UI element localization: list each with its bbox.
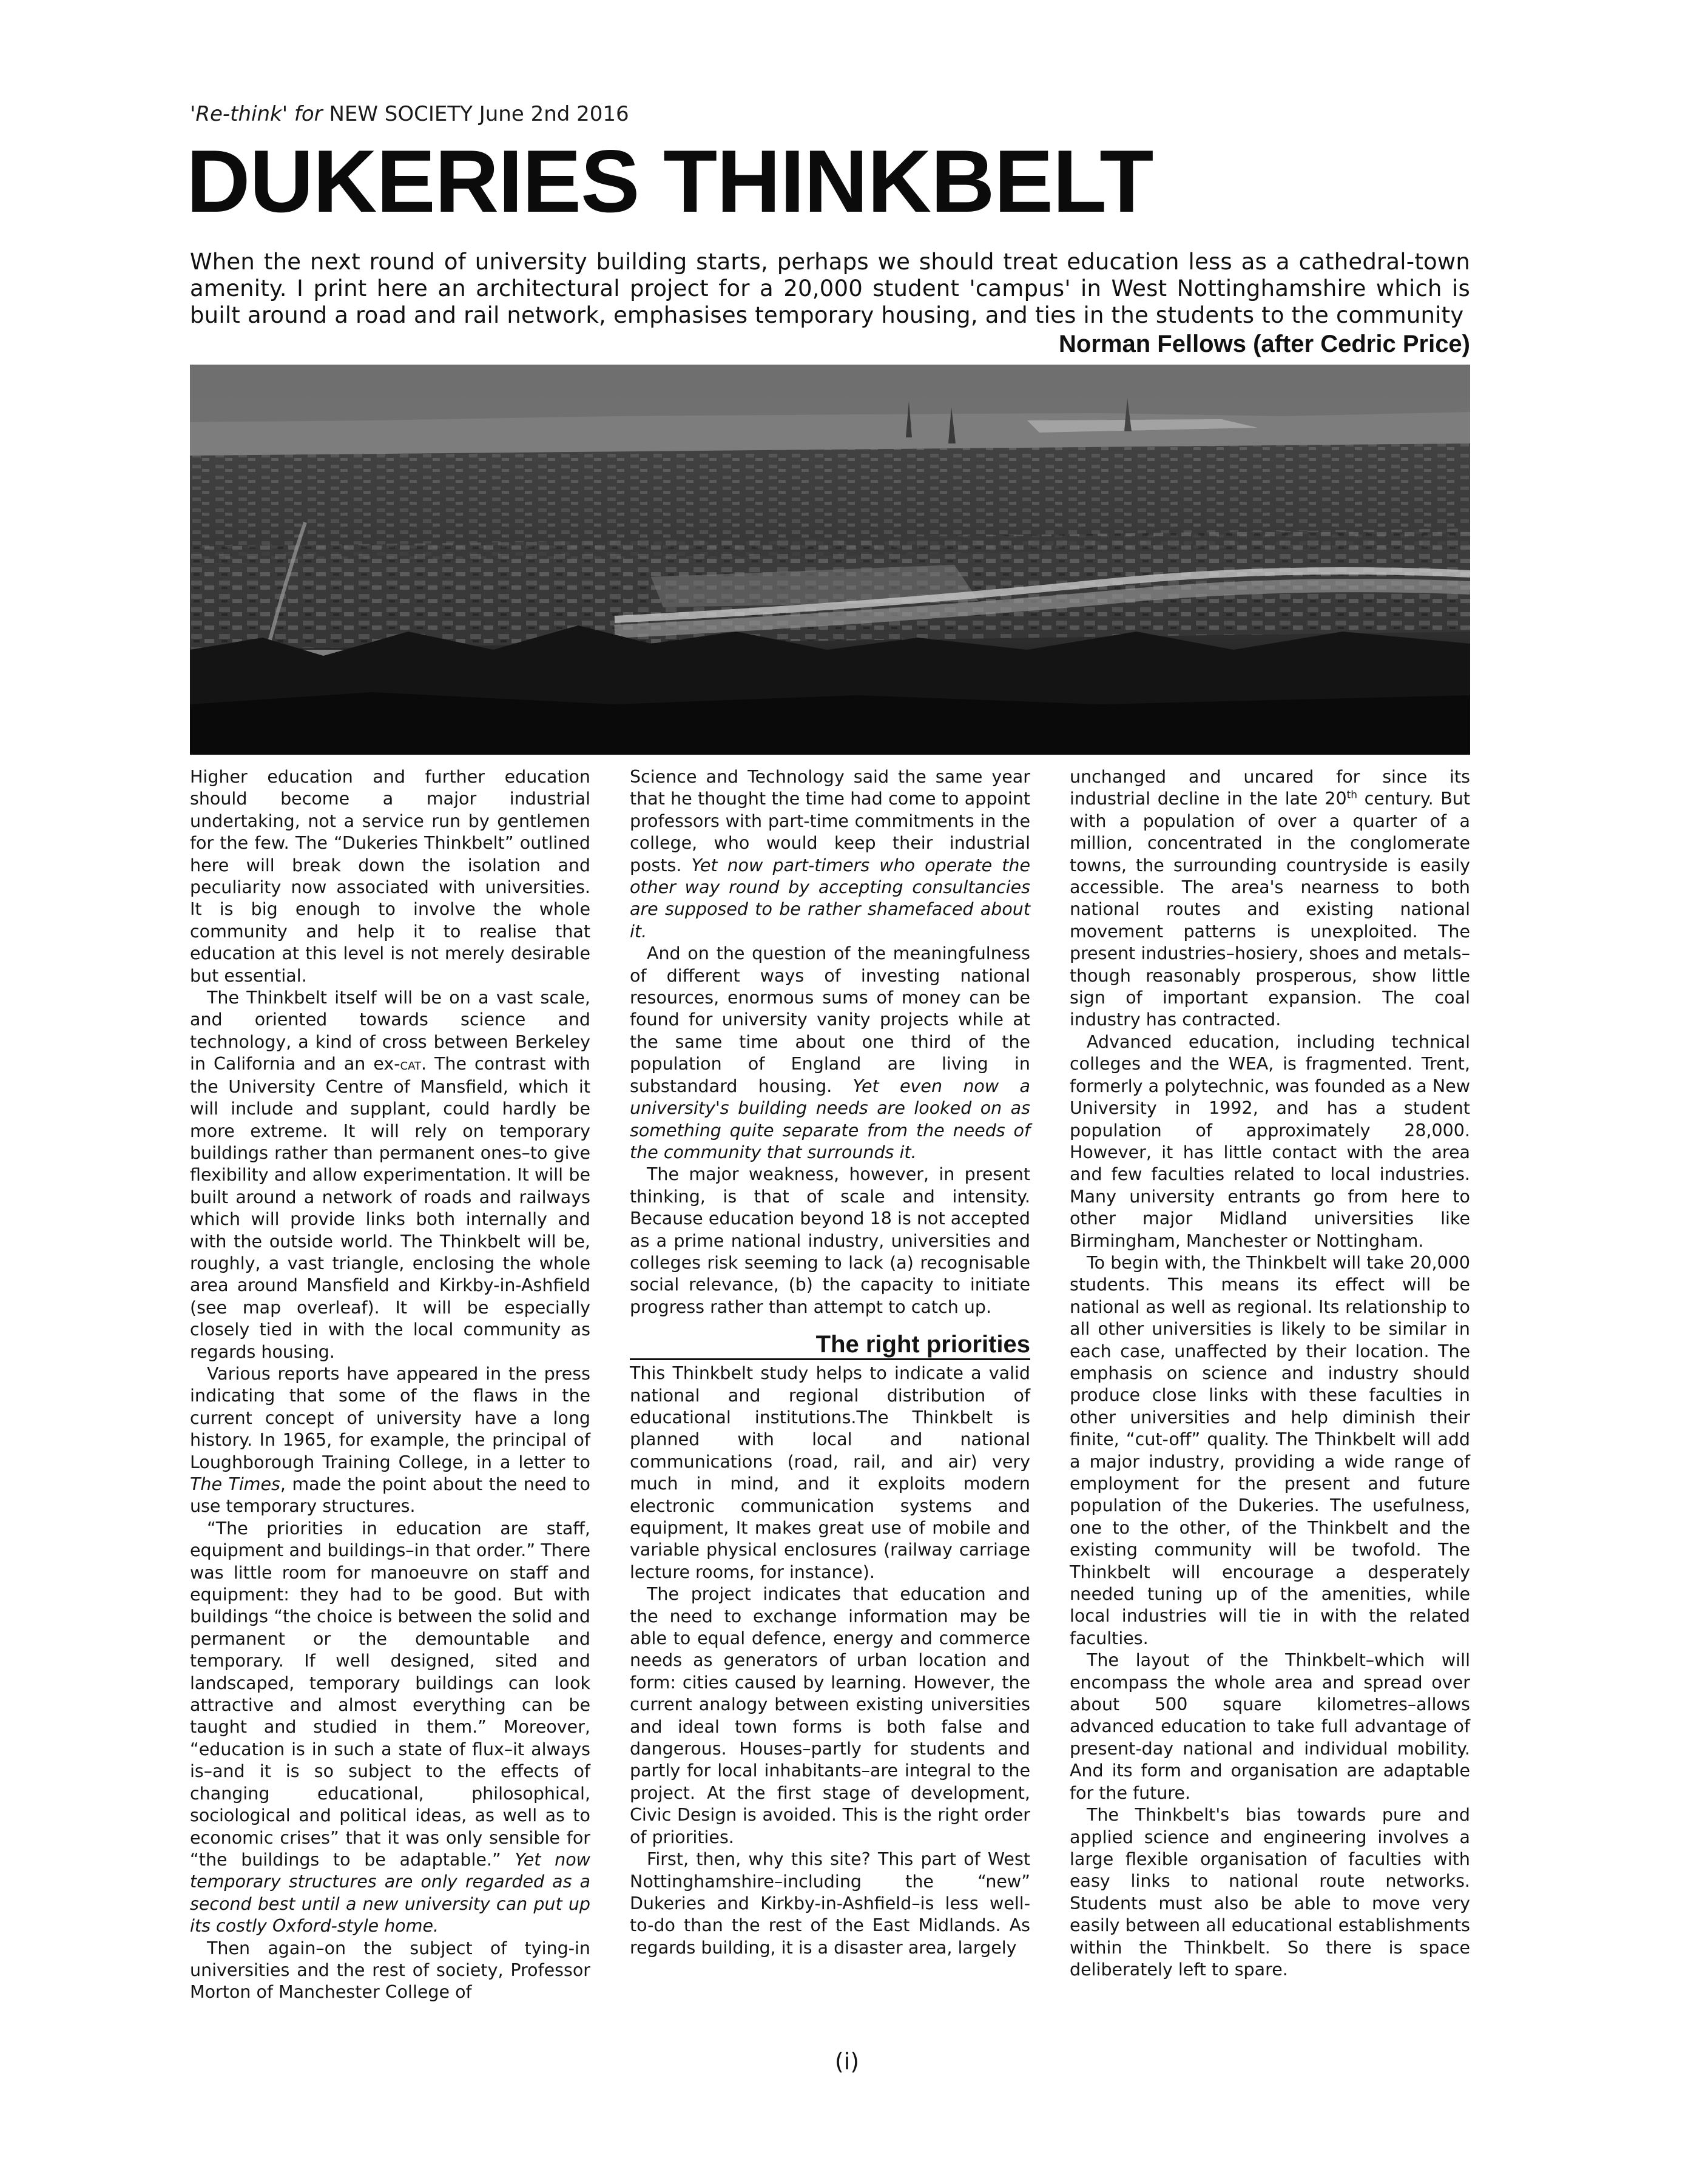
column-2 xyxy=(630,766,1030,2004)
text-run: century. But with a population of over a quarter of a million, concentrated in the conglomerate towns, the surrounding countryside is easily accessible. The area's nearness to both national routes and existing national movement patterns is unexploited. The present industries–hosiery, shoes and metals–though reasonably prosperous, show little sign of important expansion. The coal industry has contracted. xyxy=(1070,789,1470,1030)
paragraph: The project indicates that education and the need to exchange information may be able to equal defence, energy and commerce needs as generators of urban location and form: cities caused by learning. However, the current analogy between existing universities and ideal town forms is both false and dangerous. Houses–partly for students and partly for local inhabitants–are integral to the project. At the first stage of development, Civic Design is avoided. This is the right order of priorities. xyxy=(630,1584,1030,1847)
text-run: unchanged and uncared for since its industrial decline in the late 20 xyxy=(1070,767,1470,809)
paragraph: Higher education and further education should become a major industrial undertaking, not a service run by gentlemen for the few. The “Dukeries Thinkbelt” outlined here will break down the isolation and peculiarity now associated with universities. It is big enough to involve the whole community and help it to realise that education at this level is not merely desirable but essential. xyxy=(190,767,590,986)
text-run: Various reports have appeared in the press indicating that some of the flaws in the current concept of university have a long history. In 1965, for example, the principal of Loughborough Training College, in a letter to xyxy=(190,1363,590,1472)
italic-text: Yet even now a university's building needs are looked on as something quite separate from the needs of the community that surrounds it. xyxy=(630,1076,1030,1162)
text-run: And on the question of the meaningfulness of different ways of investing national resources, enormous sums of money can be found for university vanity projects while at the same time about one third of the population of England are living in substandard housing. xyxy=(630,943,1030,1096)
landscape-photo xyxy=(190,365,1470,755)
headline: DUKERIES THINKBELT xyxy=(186,132,1153,231)
kicker xyxy=(190,102,1470,126)
paragraph: This Thinkbelt study helps to indicate a valid national and regional distribution of educational institutions.The Thinkbelt is planned with local and national communications (road, rail, and air) very much in mind, and it exploits modern electronic communication systems and equipment, It makes great use of mobile and variable physical enclosures (railway carriage lecture rooms, for instance). xyxy=(630,1363,1030,1582)
text-run: The Thinkbelt itself will be on a vast scale, and oriented towards science and technology, a kind of cross between Berkeley in California and an ex- xyxy=(190,988,590,1074)
paragraph xyxy=(190,1363,590,1518)
text-run: Science and Technology said the same year that he thought the time had come to appoint professors with part-time commitments in the college, who would keep their industrial posts. xyxy=(630,767,1030,875)
paragraph xyxy=(630,766,1030,943)
column-3 xyxy=(1070,766,1470,2004)
column-1 xyxy=(190,766,590,2004)
article-page xyxy=(186,102,1470,2003)
italic-title: The Times xyxy=(190,1474,280,1494)
paragraph: The layout of the Thinkbelt–which will encompass the whole area and spread over about 500 square kilometres–allows advanced education to take full advantage of present-day national and individual mobility. And its form and organisation are adaptable for the future. xyxy=(1070,1650,1470,1803)
italic-text: Yet now temporary structures are only regarded as a second best until a new university can put up its costly Oxford-style home. xyxy=(190,1849,590,1936)
paragraph xyxy=(630,943,1030,1164)
paragraph: To begin with, the Thinkbelt will take 20,000 students. This means its effect will be national as well as regional. Its relationship to all other universities is likely to be similar in each case, unaffected by their location. The emphasis on science and industry should produce close links with these faculties in other universities and help diminish their finite, “cut-off” quality. The Thinkbelt will add a major industry, providing a wide range of employment for the present and future population of the Dukeries. The usefulness, one to the other, of the Thinkbelt and the existing community will be twofold. The Thinkbelt will encourage a desperately needed tuning up of the amenities, while local industries will tie in with the related faculties. xyxy=(1070,1252,1470,1648)
paragraph: Advanced education, including technical colleges and the WEA, is fragmented. Trent, formerly a polytechnic, was founded as a New University in 1992, and has a student population of approximately 28,000. However, it has little contact with the area and few faculties related to local industries. Many university entrants go from here to other major Midland universities like Birmingham, Manchester or Nottingham. xyxy=(1070,1031,1470,1251)
kicker-publication: NEW SOCIETY June 2nd 2016 xyxy=(322,102,629,126)
text-run: . The contrast with the University Centre of Mansfield, which it will include and supplant, could hardly be more extreme. It will rely on temporary buildings rather than permanent ones–to give flexibility and allow experimentation. It will be built around a network of roads and railways which will provide links both internally and with the outside world. The Thinkbelt will be, roughly, a vast triangle, enclosing the whole area around Mansfield and Kirkby-in-Ashfield (see map overleaf). It will be especially closely tied in with the local community as regards housing. xyxy=(190,1054,590,1362)
page-number: (i) xyxy=(834,2048,860,2075)
paragraph xyxy=(190,1518,590,1938)
superscript: th xyxy=(1346,789,1358,801)
paragraph: First, then, why this site? This part of West Nottinghamshire–including the “new” Dukeries and Kirkby-in-Ashfield–is less well-to-do than the rest of the East Midlands. As regards building, it is a disaster area, largely xyxy=(630,1849,1030,1958)
byline: Norman Fellows (after Cedric Price) xyxy=(1059,331,1470,357)
text-run: “The priorities in education are staff, equipment and buildings–in that order.” There was little room for manoeuvre on staff and equipment: they had to be good. But with buildings “the choice is between the solid and permanent or the demountable and temporary. If well designed, sited and landscaped, temporary buildings can look attractive and almost everything can be taught and studied in them.” Moreover, “education is in such a state of flux–it always is–and it is so subject to the effects of changing educational, philosophical, sociological and political ideas, as well as to economic crises” that it was only sensible for “the buildings to be adaptable.” xyxy=(190,1518,590,1870)
italic-text: Yet now part-timers who operate the other way round by accepting consultancies are supposed to be rather shamefaced about it. xyxy=(630,855,1030,942)
abbreviation: cat xyxy=(400,1056,421,1074)
paragraph: The major weakness, however, in present thinking, is that of scale and intensity. Because education beyond 18 is not accepted as a prime national industry, universities and colleges risk seeming to lack (a) recognisable social relevance, (b) the capacity to initiate progress rather than attempt to catch up. xyxy=(630,1164,1030,1317)
kicker-italic: 'Re-think' for xyxy=(190,102,323,126)
paragraph: The Thinkbelt's bias towards pure and applied science and engineering involves a large flexible organisation of faculties with easy links to national route networks. Students must also be able to move very easily between all educational establishments within the Thinkbelt. So there is space deliberately left to spare. xyxy=(1070,1805,1470,1980)
paragraph: Then again–on the subject of tying-in universities and the rest of society, Professor Morton of Manchester College of xyxy=(190,1938,590,2003)
article-columns xyxy=(190,766,1470,2004)
section-subhead: The right priorities xyxy=(630,1332,1030,1360)
text-run: , made the point about the need to use temporary structures. xyxy=(190,1474,590,1517)
paragraph xyxy=(190,987,590,1363)
paragraph xyxy=(1070,766,1470,1031)
standfirst: When the next round of university building starts, perhaps we should treat education less as a cathedral-town amenity. I print here an architectural project for a 20,000 student 'campus' in West Nottinghamshire which is built around a road and rail network, emphasises temporary housing, and ties in the students to the community xyxy=(190,249,1470,328)
